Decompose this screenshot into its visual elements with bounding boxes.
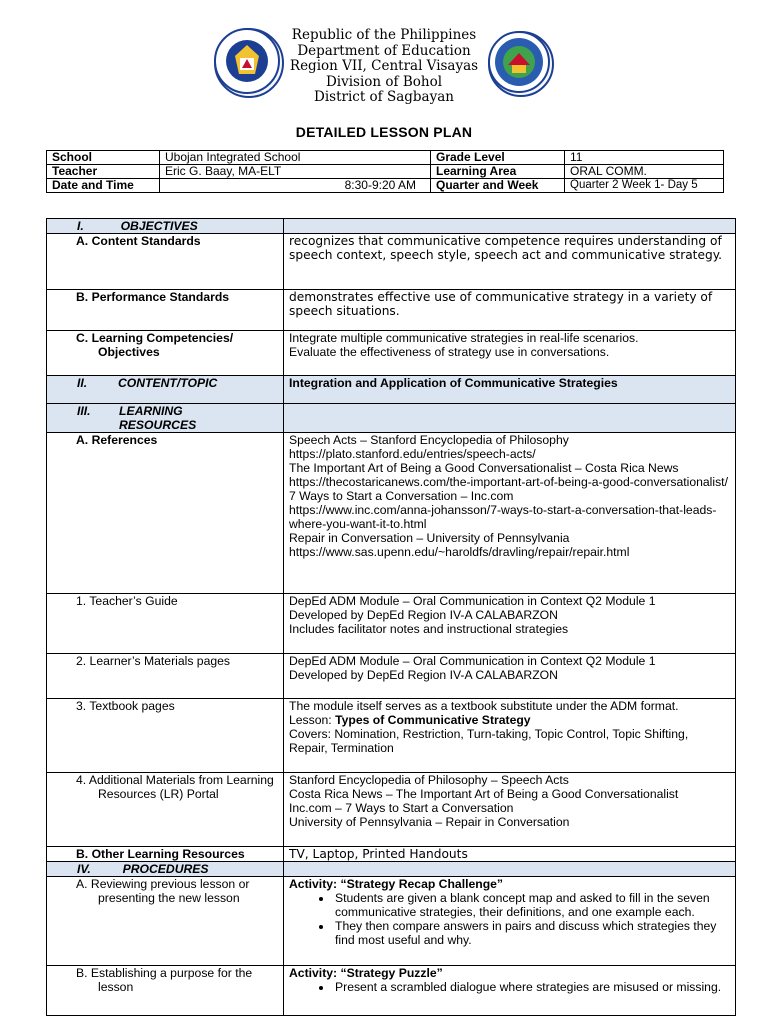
material-item: Stanford Encyclopedia of Philosophy – Speech Acts bbox=[289, 773, 569, 787]
grade-value: 11 bbox=[565, 151, 724, 165]
reference-item: 7 Ways to Start a Conversation – Inc.com bbox=[289, 489, 514, 503]
header-line-division: Division of Bohol bbox=[325, 73, 443, 90]
row-label: A. Content Standards bbox=[47, 234, 284, 290]
section-number: II. bbox=[77, 376, 88, 390]
government-header bbox=[0, 28, 768, 106]
area-value: ORAL COMM. bbox=[565, 165, 724, 179]
datetime-label: Date and Time bbox=[47, 179, 160, 193]
section-content bbox=[47, 376, 736, 404]
row-content-standards bbox=[47, 234, 736, 290]
row-label: 2. Learner’s Materials pages bbox=[47, 654, 284, 699]
datetime-value: 8:30-9:20 AM bbox=[160, 179, 431, 193]
guide-line: Includes facilitator notes and instructional strategies bbox=[289, 622, 569, 636]
section-number: IV. bbox=[77, 862, 91, 876]
header-line-department: Department of Education bbox=[297, 42, 471, 59]
row-reviewing-previous-lesson bbox=[47, 877, 736, 966]
row-label: C. Learning Competencies/ Objectives bbox=[76, 331, 234, 359]
lesson-plan-table bbox=[46, 218, 736, 1016]
section-title: OBJECTIVES bbox=[120, 219, 198, 233]
activity-title: Activity: “Strategy Puzzle” bbox=[289, 966, 443, 980]
reference-url: https://thecostaricanews.com/the-important-art-of-being-a-good-conversationalist/ bbox=[289, 475, 728, 489]
grade-label: Grade Level bbox=[431, 151, 565, 165]
reference-url: https://plato.stanford.edu/entries/speech-acts/ bbox=[289, 447, 536, 461]
row-label: A. References bbox=[47, 433, 284, 594]
school-value: Ubojan Integrated School bbox=[160, 151, 431, 165]
quarter-value: Quarter 2 Week 1- Day 5 bbox=[565, 179, 724, 193]
row-learning-competencies bbox=[47, 331, 736, 376]
area-label: Learning Area bbox=[431, 165, 565, 179]
materials-line: DepEd ADM Module – Oral Communication in Context Q2 Module 1 bbox=[289, 654, 656, 668]
row-label: B. Establishing a purpose for the lesson bbox=[76, 966, 253, 994]
section-procedures bbox=[47, 862, 736, 877]
reference-url: https://www.inc.com/anna-johansson/7-ways-to-start-a-conversation-that-leads-where-you-want-it-to.html bbox=[289, 503, 717, 531]
section-objectives bbox=[47, 219, 736, 234]
school-label: School bbox=[47, 151, 160, 165]
row-label: 4. Additional Materials from Learning Resources (LR) Portal bbox=[76, 773, 274, 801]
guide-line: Developed by DepEd Region IV-A CALABARZON bbox=[289, 608, 558, 622]
row-additional-materials bbox=[47, 773, 736, 847]
reference-item: Repair in Conversation – University of Pennsylvania bbox=[289, 531, 570, 545]
row-value: TV, Laptop, Printed Handouts bbox=[284, 847, 736, 862]
row-value: recognizes that communicative competence requires understanding of speech context, speech style, speech act and communicative strategy. bbox=[284, 234, 736, 290]
lesson-prefix: Lesson: bbox=[289, 713, 336, 727]
competency-item: Integrate multiple communicative strategies in real-life scenarios. bbox=[289, 331, 639, 345]
row-other-resources bbox=[47, 847, 736, 862]
activity-step: • Present a scrambled dialogue where strategies are misused or missing. bbox=[333, 980, 730, 994]
materials-line: Developed by DepEd Region IV-A CALABARZON bbox=[289, 668, 558, 682]
activity-step: • Students are given a blank concept map and asked to fill in the seven communicative strategies, their definitions, and one example each. bbox=[333, 891, 730, 919]
guide-line: DepEd ADM Module – Oral Communication in Context Q2 Module 1 bbox=[289, 594, 656, 608]
reference-url: https://www.sas.upenn.edu/~haroldfs/dravling/repair/repair.html bbox=[289, 545, 630, 559]
header-line-district: District of Sagbayan bbox=[314, 89, 454, 105]
activity-steps bbox=[289, 891, 730, 947]
document-title: DETAILED LESSON PLAN bbox=[295, 124, 473, 140]
competency-item: Evaluate the effectiveness of strategy use in conversations. bbox=[289, 345, 610, 359]
reference-item: Speech Acts – Stanford Encyclopedia of Philosophy bbox=[289, 433, 569, 447]
reference-item: The Important Art of Being a Good Conversationalist – Costa Rica News bbox=[289, 461, 679, 475]
section-title: PROCEDURES bbox=[122, 862, 209, 876]
header-line-region: Region VII, Central Visayas bbox=[289, 58, 479, 74]
activity-step: • They then compare answers in pairs and discuss which strategies they find most useful and why. bbox=[333, 919, 730, 947]
row-textbook-pages bbox=[47, 699, 736, 773]
lesson-info-table bbox=[46, 150, 724, 193]
row-label: A. Reviewing previous lesson or presenting the new lesson bbox=[76, 877, 250, 905]
row-learners-materials bbox=[47, 654, 736, 699]
row-performance-standards bbox=[47, 290, 736, 331]
row-label: 1. Teacher’s Guide bbox=[47, 594, 284, 654]
material-item: University of Pennsylvania – Repair in Conversation bbox=[289, 815, 570, 829]
section-number: I. bbox=[77, 219, 84, 233]
textbook-covers: Covers: Nomination, Restriction, Turn-taking, Topic Control, Topic Shifting, Repair, Termination bbox=[289, 727, 689, 755]
section-number: III. bbox=[77, 404, 91, 418]
row-teachers-guide bbox=[47, 594, 736, 654]
row-value: demonstrates effective use of communicative strategy in a variety of speech situations. bbox=[284, 290, 736, 331]
row-label: B. Performance Standards bbox=[47, 290, 284, 331]
section-title: CONTENT/TOPIC bbox=[117, 376, 218, 390]
lesson-title: Types of Communicative Strategy bbox=[335, 713, 531, 727]
row-establishing-purpose bbox=[47, 966, 736, 1016]
row-label: 3. Textbook pages bbox=[47, 699, 284, 773]
section-title: LEARNING RESOURCES bbox=[119, 404, 197, 432]
material-item: Inc.com – 7 Ways to Start a Conversation bbox=[289, 801, 514, 815]
quarter-label: Quarter and Week bbox=[431, 179, 565, 193]
content-topic-value: Integration and Application of Communicative Strategies bbox=[284, 376, 736, 404]
teacher-label: Teacher bbox=[47, 165, 160, 179]
material-item: Costa Rica News – The Important Art of Being a Good Conversationalist bbox=[289, 787, 679, 801]
textbook-lesson bbox=[289, 713, 730, 727]
teacher-value: Eric G. Baay, MA-ELT bbox=[160, 165, 431, 179]
activity-steps bbox=[289, 980, 730, 994]
textbook-line: The module itself serves as a textbook substitute under the ADM format. bbox=[289, 699, 679, 713]
row-references bbox=[47, 433, 736, 594]
header-line-republic: Republic of the Philippines bbox=[291, 27, 477, 43]
row-label: B. Other Learning Resources bbox=[47, 847, 284, 862]
section-learning-resources bbox=[47, 404, 736, 433]
activity-title: Activity: “Strategy Recap Challenge” bbox=[289, 877, 504, 891]
